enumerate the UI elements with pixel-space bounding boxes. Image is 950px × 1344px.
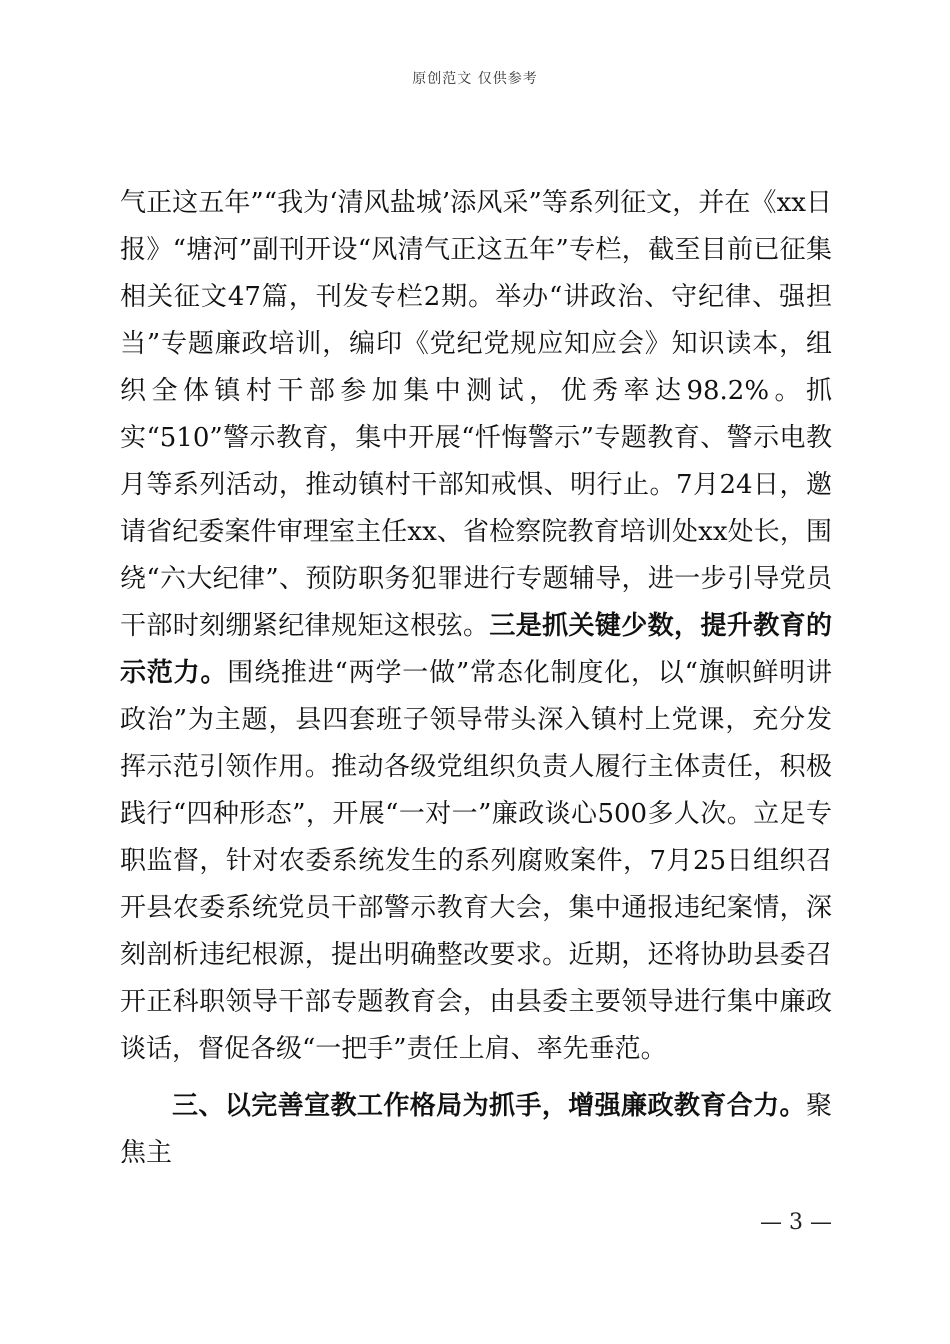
paragraph-2 — [120, 1083, 832, 1177]
page-number: — 3 — — [760, 1210, 832, 1235]
paragraph-1-bold-heading: 三是抓关键少数，提升教育的示范力。 — [120, 611, 832, 688]
paragraph-1-text-a: 气正这五年”“我为‘清风盐城’添风采”等系列征文，并在《xx日报》“塘河”副刊开设“风清气正这五年”专栏，截至目前已征集相关征文47篇，刊发专栏2期。举办“讲政治、守纪律、强担当”专题廉政培训，编印《党纪党规应知应会》知识读本，组织全体镇村干部参加集中测试，优秀率达98.2%。抓实“510”警示教育，集中开展“忏悔警示”专题教育、警示电教月等系列活动，推动镇村干部知戒惧、明行止。7月24日，邀请省纪委案件审理室主任xx、省检察院教育培训处xx处长，围绕“六大纪律”、预防职务犯罪进行专题辅导，进一步引导党员干部时刻绷紧纪律规矩这根弦。 — [120, 188, 832, 641]
paragraph-1 — [120, 180, 832, 1073]
paragraph-1-text-b: 围绕推进“两学一做”常态化制度化，以“旗帜鲜明讲政治”为主题，县四套班子领导带头深入镇村上党课，充分发挥示范引领作用。推动各级党组织负责人履行主体责任，积极践行“四种形态”，开展“一对一”廉政谈心500多人次。立足专职监督，针对农委系统发生的系列腐败案件，7月25日组织召开县农委系统党员干部警示教育大会，集中通报违纪案情，深刻剖析违纪根源，提出明确整改要求。近期，还将协助县委召开正科职领导干部专题教育会，由县委主要领导进行集中廉政谈话，督促各级“一把手”责任上肩、率先垂范。 — [120, 658, 832, 1064]
document-body — [120, 180, 832, 1177]
page-header: 原创范文 仅供参考 — [412, 71, 538, 87]
paragraph-2-text: 聚焦主 — [120, 1091, 832, 1168]
section-heading: 三、以完善宣教工作格局为抓手，增强廉政教育合力。 — [172, 1091, 806, 1121]
